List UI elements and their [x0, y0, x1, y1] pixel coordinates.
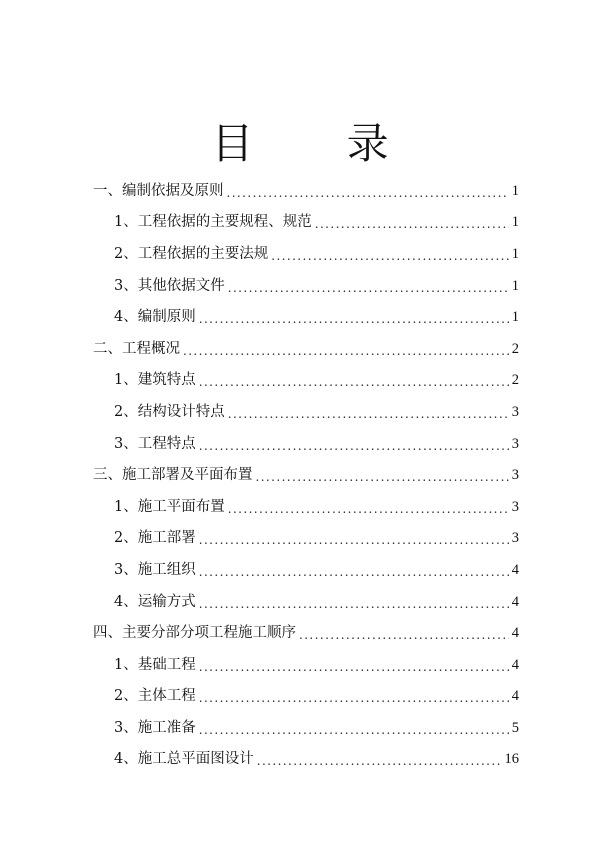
toc-leader-dots: [199, 309, 509, 329]
toc-entry[interactable]: [93, 207, 519, 239]
toc-leader-dots: [199, 530, 509, 550]
toc-entry-label: 三、施工部署及平面布置: [93, 467, 253, 484]
toc-entry-label: 1、建筑特点: [114, 372, 196, 389]
toc-entry-page: 2: [511, 340, 519, 357]
toc-leader-dots: [199, 720, 509, 740]
toc-entry-page: 1: [511, 309, 519, 326]
toc-entry[interactable]: [93, 554, 519, 586]
toc-entry-label: 2、结构设计特点: [114, 403, 225, 420]
toc-entry-page: 5: [511, 719, 519, 736]
toc-entry[interactable]: [93, 428, 519, 460]
toc-entry[interactable]: [93, 301, 519, 333]
toc-entry-label: 1、基础工程: [114, 656, 196, 673]
toc-entry[interactable]: [93, 617, 519, 649]
toc-leader-dots: [199, 562, 509, 582]
toc-leader-dots: [299, 625, 509, 645]
toc-entry-label: 4、运输方式: [114, 593, 196, 610]
toc-entry-label: 四、主要分部分项工程施工顺序: [93, 625, 296, 642]
toc-entry[interactable]: [93, 238, 519, 270]
toc-entry-label: 1、施工平面布置: [114, 498, 225, 515]
toc-entry-label: 一、编制依据及原则: [93, 182, 224, 199]
page-title: 目 录: [211, 119, 429, 169]
toc-entry-label: 3、其他依据文件: [114, 277, 225, 294]
toc-entry-label: 2、工程依据的主要法规: [114, 245, 269, 262]
toc-entry-page: 3: [511, 403, 519, 420]
table-of-contents: [93, 175, 519, 775]
toc-entry-page: 3: [511, 467, 519, 484]
toc-leader-dots: [271, 246, 509, 266]
toc-entry-page: 4: [511, 656, 519, 673]
toc-entry[interactable]: [93, 681, 519, 713]
toc-entry-page: 4: [511, 688, 519, 705]
toc-leader-dots: [257, 751, 502, 771]
toc-leader-dots: [199, 594, 509, 614]
toc-entry-label: 二、工程概况: [93, 340, 180, 357]
toc-entry-label: 3、工程特点: [114, 435, 196, 452]
toc-entry-page: 1: [511, 214, 519, 231]
toc-entry-page: 1: [511, 182, 519, 199]
toc-entry-label: 4、编制原则: [114, 309, 196, 326]
toc-entry-label: 2、施工部署: [114, 530, 196, 547]
toc-entry-label: 2、主体工程: [114, 688, 196, 705]
toc-leader-dots: [199, 657, 509, 677]
toc-leader-dots: [183, 341, 509, 361]
toc-entry[interactable]: [93, 396, 519, 428]
toc-leader-dots: [227, 183, 509, 203]
toc-entry[interactable]: [93, 459, 519, 491]
toc-entry-label: 3、施工组织: [114, 561, 196, 578]
toc-entry[interactable]: [93, 649, 519, 681]
toc-entry-label: 1、工程依据的主要规程、规范: [114, 214, 312, 231]
toc-leader-dots: [199, 688, 509, 708]
toc-leader-dots: [228, 499, 509, 519]
toc-leader-dots: [199, 372, 509, 392]
toc-entry-page: 1: [511, 277, 519, 294]
toc-entry-page: 3: [511, 435, 519, 452]
toc-entry-page: 3: [511, 498, 519, 515]
toc-entry-page: 16: [504, 751, 519, 768]
toc-entry[interactable]: [93, 333, 519, 365]
toc-entry-page: 4: [511, 561, 519, 578]
toc-entry[interactable]: [93, 365, 519, 397]
toc-entry-label: 3、施工准备: [114, 719, 196, 736]
toc-leader-dots: [228, 278, 509, 298]
toc-entry[interactable]: [93, 491, 519, 523]
toc-entry[interactable]: [93, 586, 519, 618]
toc-leader-dots: [228, 404, 509, 424]
toc-entry[interactable]: [93, 175, 519, 207]
toc-entry-page: 1: [511, 245, 519, 262]
toc-leader-dots: [315, 214, 509, 234]
toc-entry-page: 3: [511, 530, 519, 547]
toc-leader-dots: [256, 467, 509, 487]
toc-entry[interactable]: [93, 523, 519, 555]
toc-leader-dots: [199, 436, 509, 456]
toc-entry-page: 4: [511, 593, 519, 610]
toc-entry[interactable]: [93, 712, 519, 744]
toc-entry[interactable]: [93, 270, 519, 302]
toc-entry-label: 4、施工总平面图设计: [114, 751, 254, 768]
toc-entry-page: 4: [511, 625, 519, 642]
toc-entry[interactable]: [93, 744, 519, 776]
toc-entry-page: 2: [511, 372, 519, 389]
